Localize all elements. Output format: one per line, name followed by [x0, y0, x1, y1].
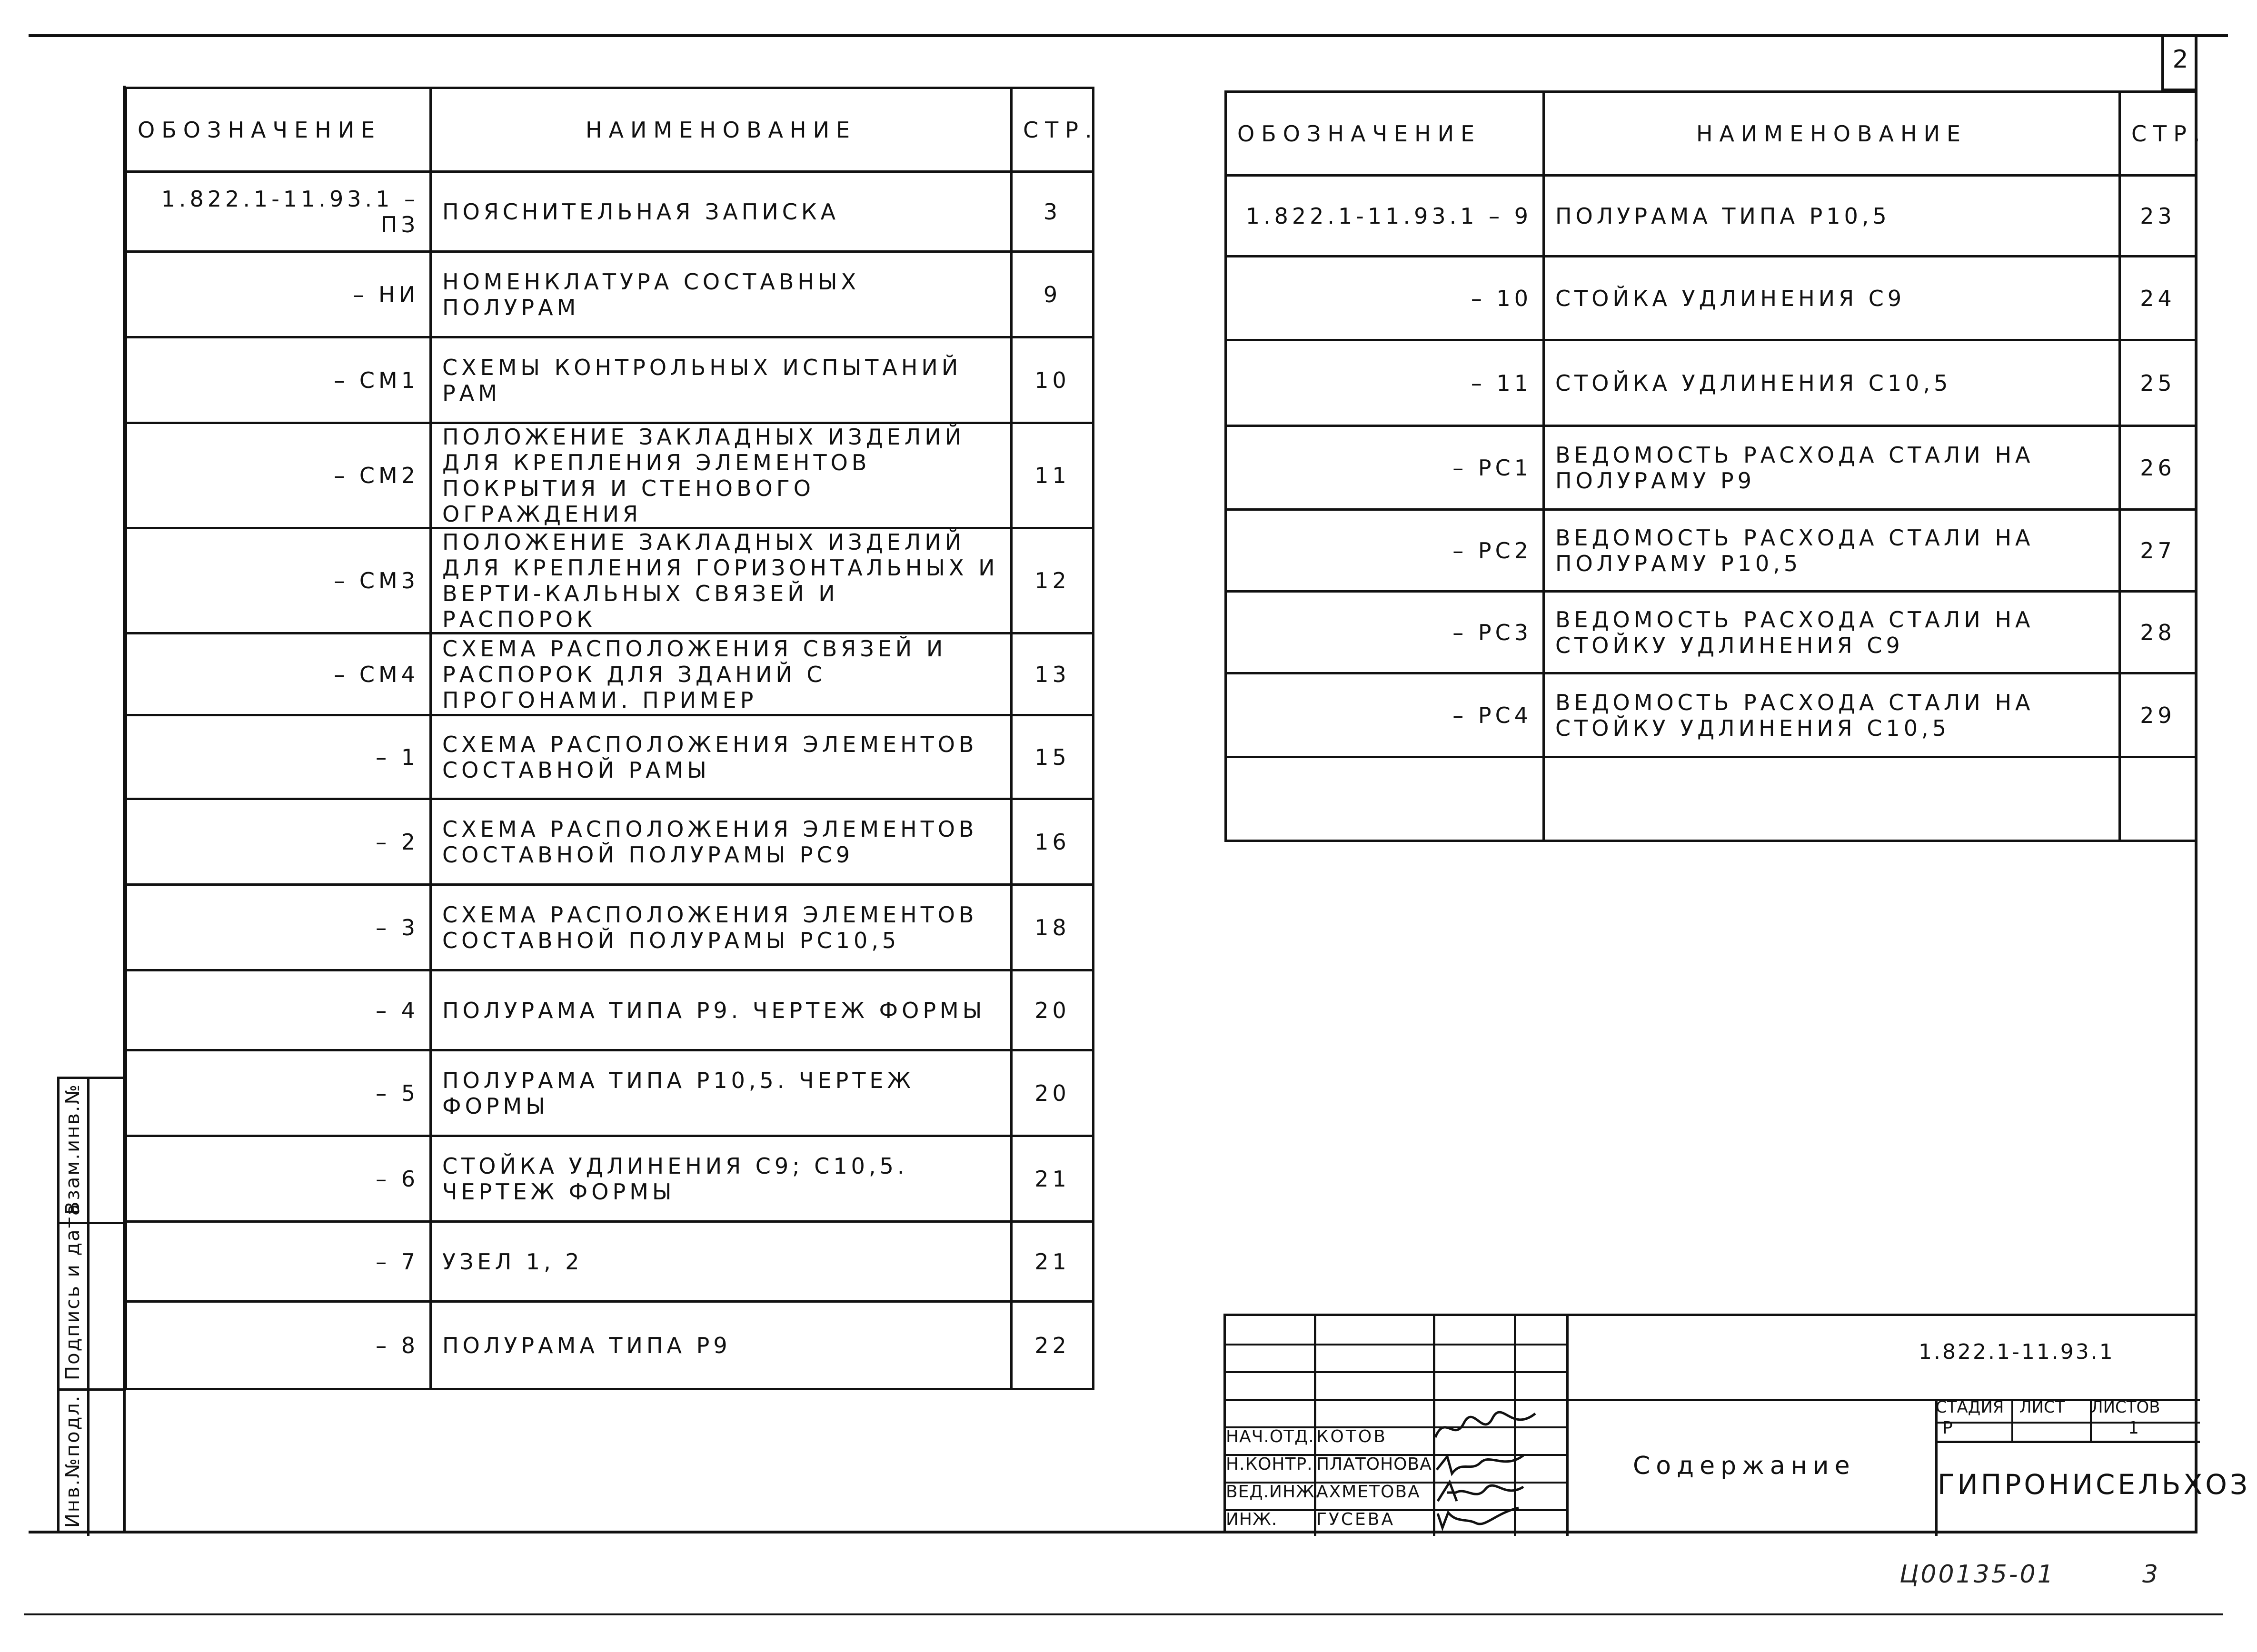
bottom-archive-code: Ц00135-01	[1899, 1560, 2055, 1589]
row-name: СХЕМА РАСПОЛОЖЕНИЯ ЭЛЕМЕНТОВ СОСТАВНОЙ ПОЛУРАМЫ РС10,5	[431, 885, 1012, 970]
table-row	[126, 423, 1094, 528]
table-row	[1226, 592, 2196, 673]
sheets-value: 1	[2128, 1418, 2139, 1438]
row-page: 3	[1012, 172, 1094, 252]
row-page: 11	[1012, 423, 1094, 528]
row-code: – 8	[126, 1302, 431, 1389]
row-page: 21	[1012, 1136, 1094, 1222]
row-page: 18	[1012, 885, 1094, 970]
row-code: – 2	[126, 799, 431, 885]
sheet-number: 2	[2172, 45, 2188, 74]
table-row	[126, 970, 1094, 1050]
row-page: 12	[1012, 528, 1094, 633]
document-code: 1.822.1-11.93.1	[1919, 1340, 2115, 1364]
table-row	[1226, 510, 2196, 592]
table-row	[126, 1136, 1094, 1222]
row-name	[1544, 757, 2120, 841]
row-page: 13	[1012, 633, 1094, 715]
header-code: ОБОЗНАЧЕНИЕ	[1226, 92, 1544, 176]
row-name: НОМЕНКЛАТУРА СОСТАВНЫХ ПОЛУРАМ	[431, 252, 1012, 337]
table-row	[126, 1050, 1094, 1136]
row-page: 28	[2120, 592, 2196, 673]
row-page: 23	[2120, 176, 2196, 257]
row-code: – СМ1	[126, 337, 431, 423]
sheets-label: ЛИСТОВ	[2091, 1398, 2160, 1417]
signature-4	[1433, 1504, 1528, 1533]
row-page: 29	[2120, 673, 2196, 757]
row-code: – 4	[126, 970, 431, 1050]
table-row	[126, 715, 1094, 799]
table-row	[126, 633, 1094, 715]
stage-value: Р	[1942, 1418, 1953, 1438]
row-code: – РС3	[1226, 592, 1544, 673]
contents-table-right	[1224, 90, 2207, 842]
row-name: ВЕДОМОСТЬ РАСХОДА СТАЛИ НА СТОЙКУ УДЛИНЕНИЯ С9	[1544, 592, 2120, 673]
side-stamp-replace-inv: Взам.инв.№	[62, 1083, 84, 1215]
staff-name-4: ГУСЕВА	[1316, 1510, 1395, 1529]
sheet-bottom-line	[24, 1613, 2223, 1615]
row-page	[2120, 757, 2196, 841]
signature-3	[1433, 1477, 1528, 1506]
row-page: 20	[1012, 970, 1094, 1050]
header-code: ОБОЗНАЧЕНИЕ	[126, 88, 431, 172]
row-page: 27	[2120, 510, 2196, 592]
row-name: ПОЛОЖЕНИЕ ЗАКЛАДНЫХ ИЗДЕЛИЙ ДЛЯ КРЕПЛЕНИЯ ЭЛЕМЕНТОВ ПОКРЫТИЯ И СТЕНОВОГО ОГРАЖДЕНИЯ	[431, 423, 1012, 528]
row-name: ПОЯСНИТЕЛЬНАЯ ЗАПИСКА	[431, 172, 1012, 252]
table-row	[1226, 340, 2196, 426]
row-code: – 1	[126, 715, 431, 799]
signature-1	[1431, 1409, 1540, 1447]
table-row	[1226, 257, 2196, 340]
row-code: – РС4	[1226, 673, 1544, 757]
row-name: ВЕДОМОСТЬ РАСХОДА СТАЛИ НА ПОЛУРАМУ Р9	[1544, 426, 2120, 510]
row-page: 9	[1012, 252, 1094, 337]
row-name: ПОЛУРАМА ТИПА Р9	[431, 1302, 1012, 1389]
row-name: СТОЙКА УДЛИНЕНИЯ С10,5	[1544, 340, 2120, 426]
document-title: Содержание	[1633, 1452, 1856, 1480]
row-page: 15	[1012, 715, 1094, 799]
row-page: 26	[2120, 426, 2196, 510]
row-code	[1226, 757, 1544, 841]
row-name: СХЕМЫ КОНТРОЛЬНЫХ ИСПЫТАНИЙ РАМ	[431, 337, 1012, 423]
row-page: 25	[2120, 340, 2196, 426]
row-page: 22	[1012, 1302, 1094, 1389]
staff-role-1: НАЧ.ОТД.	[1226, 1427, 1314, 1446]
header-page: СТР.	[2120, 92, 2196, 176]
row-name: ПОЛОЖЕНИЕ ЗАКЛАДНЫХ ИЗДЕЛИЙ ДЛЯ КРЕПЛЕНИЯ ГОРИЗОНТАЛЬНЫХ И ВЕРТИ-КАЛЬНЫХ СВЯЗЕЙ И РАСПОРОК	[431, 528, 1012, 633]
side-stamp-inv-orig: Инв.№подл.	[62, 1394, 84, 1528]
row-page: 16	[1012, 799, 1094, 885]
row-code: – 10	[1226, 257, 1544, 340]
contents-table-left	[125, 87, 1099, 1390]
row-page: 21	[1012, 1222, 1094, 1302]
row-code: 1.822.1-11.93.1 – 9	[1226, 176, 1544, 257]
table-row	[126, 1222, 1094, 1302]
row-code: – СМ2	[126, 423, 431, 528]
row-code: – 3	[126, 885, 431, 970]
row-name: ВЕДОМОСТЬ РАСХОДА СТАЛИ НА СТОЙКУ УДЛИНЕНИЯ С10,5	[1544, 673, 2120, 757]
header-name: НАИМЕНОВАНИЕ	[1544, 92, 2120, 176]
row-code: – РС1	[1226, 426, 1544, 510]
table-row	[126, 1302, 1094, 1389]
row-page: 10	[1012, 337, 1094, 423]
staff-role-2: Н.КОНТР.	[1226, 1454, 1313, 1474]
row-name: ПОЛУРАМА ТИПА Р9. ЧЕРТЕЖ ФОРМЫ	[431, 970, 1012, 1050]
row-name: СХЕМА РАСПОЛОЖЕНИЯ ЭЛЕМЕНТОВ СОСТАВНОЙ ПОЛУРАМЫ РС9	[431, 799, 1012, 885]
stage-label: СТАДИЯ	[1936, 1398, 2004, 1417]
table-row	[126, 172, 1094, 252]
side-stamp-signature-date: Подпись и дата	[62, 1202, 84, 1380]
row-code: – 7	[126, 1222, 431, 1302]
row-code: – 6	[126, 1136, 431, 1222]
table-row	[126, 252, 1094, 337]
row-name: УЗЕЛ 1, 2	[431, 1222, 1012, 1302]
row-name: ПОЛУРАМА ТИПА Р10,5	[1544, 176, 2120, 257]
row-name: СХЕМА РАСПОЛОЖЕНИЯ ЭЛЕМЕНТОВ СОСТАВНОЙ РАМЫ	[431, 715, 1012, 799]
table-row	[1226, 426, 2196, 510]
table-row	[1226, 673, 2196, 757]
row-code: – СМ3	[126, 528, 431, 633]
row-code: – НИ	[126, 252, 431, 337]
staff-name-3: АХМЕТОВА	[1316, 1482, 1421, 1502]
table-row	[126, 885, 1094, 970]
signature-2	[1433, 1451, 1528, 1479]
header-name: НАИМЕНОВАНИЕ	[431, 88, 1012, 172]
row-code: – РС2	[1226, 510, 1544, 592]
row-name: СХЕМА РАСПОЛОЖЕНИЯ СВЯЗЕЙ И РАСПОРОК ДЛЯ ЗДАНИЙ С ПРОГОНАМИ. ПРИМЕР	[431, 633, 1012, 715]
table-row	[126, 337, 1094, 423]
row-code: – СМ4	[126, 633, 431, 715]
row-page: 20	[1012, 1050, 1094, 1136]
table-row	[1226, 176, 2196, 257]
row-name: СТОЙКА УДЛИНЕНИЯ С9	[1544, 257, 2120, 340]
table-row	[126, 528, 1094, 633]
row-name: ПОЛУРАМА ТИПА Р10,5. ЧЕРТЕЖ ФОРМЫ	[431, 1050, 1012, 1136]
organization-name: ГИПРОНИСЕЛЬХОЗ	[1938, 1468, 2251, 1501]
table-row	[126, 799, 1094, 885]
sheet-label: ЛИСТ	[2019, 1398, 2065, 1417]
staff-name-2: ПЛАТОНОВА	[1316, 1454, 1432, 1474]
row-code: 1.822.1-11.93.1 – ПЗ	[126, 172, 431, 252]
row-page: 24	[2120, 257, 2196, 340]
row-code: – 11	[1226, 340, 1544, 426]
staff-role-3: ВЕД.ИНЖ.	[1226, 1482, 1321, 1502]
header-page: СТР.	[1012, 88, 1094, 172]
row-code: – 5	[126, 1050, 431, 1136]
staff-role-4: ИНЖ.	[1226, 1510, 1278, 1529]
staff-name-1: КОТОВ	[1316, 1427, 1387, 1446]
row-name: ВЕДОМОСТЬ РАСХОДА СТАЛИ НА ПОЛУРАМУ Р10,5	[1544, 510, 2120, 592]
bottom-page-number: 3	[2142, 1560, 2158, 1589]
row-name: СТОЙКА УДЛИНЕНИЯ С9; С10,5. ЧЕРТЕЖ ФОРМЫ	[431, 1136, 1012, 1222]
table-row	[1226, 757, 2196, 841]
top-border-line	[29, 34, 2228, 37]
